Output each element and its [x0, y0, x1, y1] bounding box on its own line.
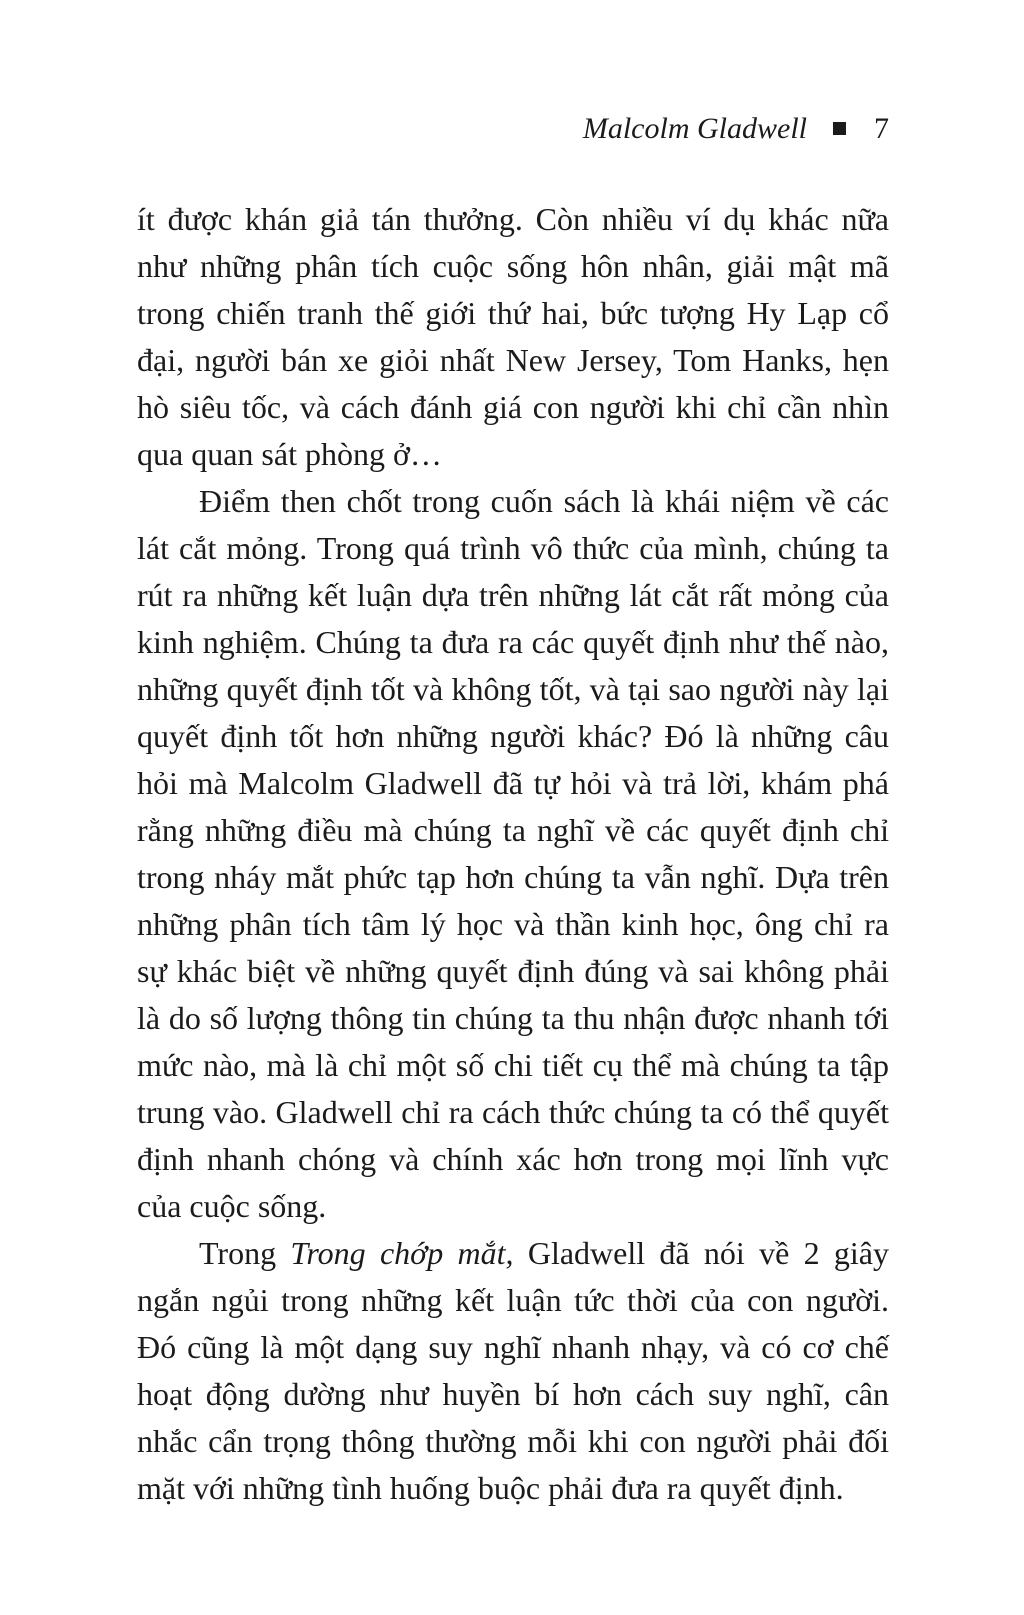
paragraph-3-rest: Gladwell đã nói về 2 giây ngắn ngủi trong những kết luận tức thời của con người. Đó cũng là một dạng suy nghĩ nhanh nhạy, và có cơ chế hoạt động dường như huyền bí hơn cách suy nghĩ, cân nhắc cẩn trọng thông thường mỗi khi con người phải đối mặt với những tình huống buộc phải đưa ra quyết định.	[137, 1235, 890, 1506]
square-bullet-icon	[833, 122, 846, 135]
paragraph-2: Điểm then chốt trong cuốn sách là khái niệm về các lát cắt mỏng. Trong quá trình vô thức của mình, chúng ta rút ra những kết luận dựa trên những lát cắt rất mỏng của kinh nghiệm. Chúng ta đưa ra các quyết định như thế nào, những quyết định tốt và không tốt, và tại sao người này lại quyết định tốt hơn những người khác? Đó là những câu hỏi mà Malcolm Gladwell đã tự hỏi và trả lời, khám phá rằng những điều mà chúng ta nghĩ về các quyết định chỉ trong nháy mắt phức tạp hơn chúng ta vẫn nghĩ. Dựa trên những phân tích tâm lý học và thần kinh học, ông chỉ ra sự khác biệt về những quyết định đúng và sai không phải là do số lượng thông tin chúng ta thu nhận được nhanh tới mức nào, mà là chỉ một số chi tiết cụ thể mà chúng ta tập trung vào. Gladwell chỉ ra cách thức chúng ta có thể quyết định nhanh chóng và chính xác hơn trong mọi lĩnh vực của cuộc sống.	[137, 483, 889, 1224]
paragraph-3	[137, 1230, 889, 1512]
running-header	[137, 112, 889, 146]
page-number: 7	[874, 112, 889, 145]
paragraph-3-lead: Trong	[199, 1235, 291, 1271]
paragraph-1: ít được khán giả tán thưởng. Còn nhiều ví dụ khác nữa như những phân tích cuộc sống hôn nhân, giải mật mã trong chiến tranh thế giới thứ hai, bức tượng Hy Lạp cổ đại, người bán xe giỏi nhất New Jersey, Tom Hanks, hẹn hò siêu tốc, và cách đánh giá con người khi chỉ cần nhìn qua quan sát phòng ở…	[137, 201, 889, 472]
running-header-title: Malcolm Gladwell	[582, 112, 807, 145]
body-text	[137, 196, 889, 1512]
book-title-italic: Trong chớp mắt,	[290, 1235, 514, 1271]
